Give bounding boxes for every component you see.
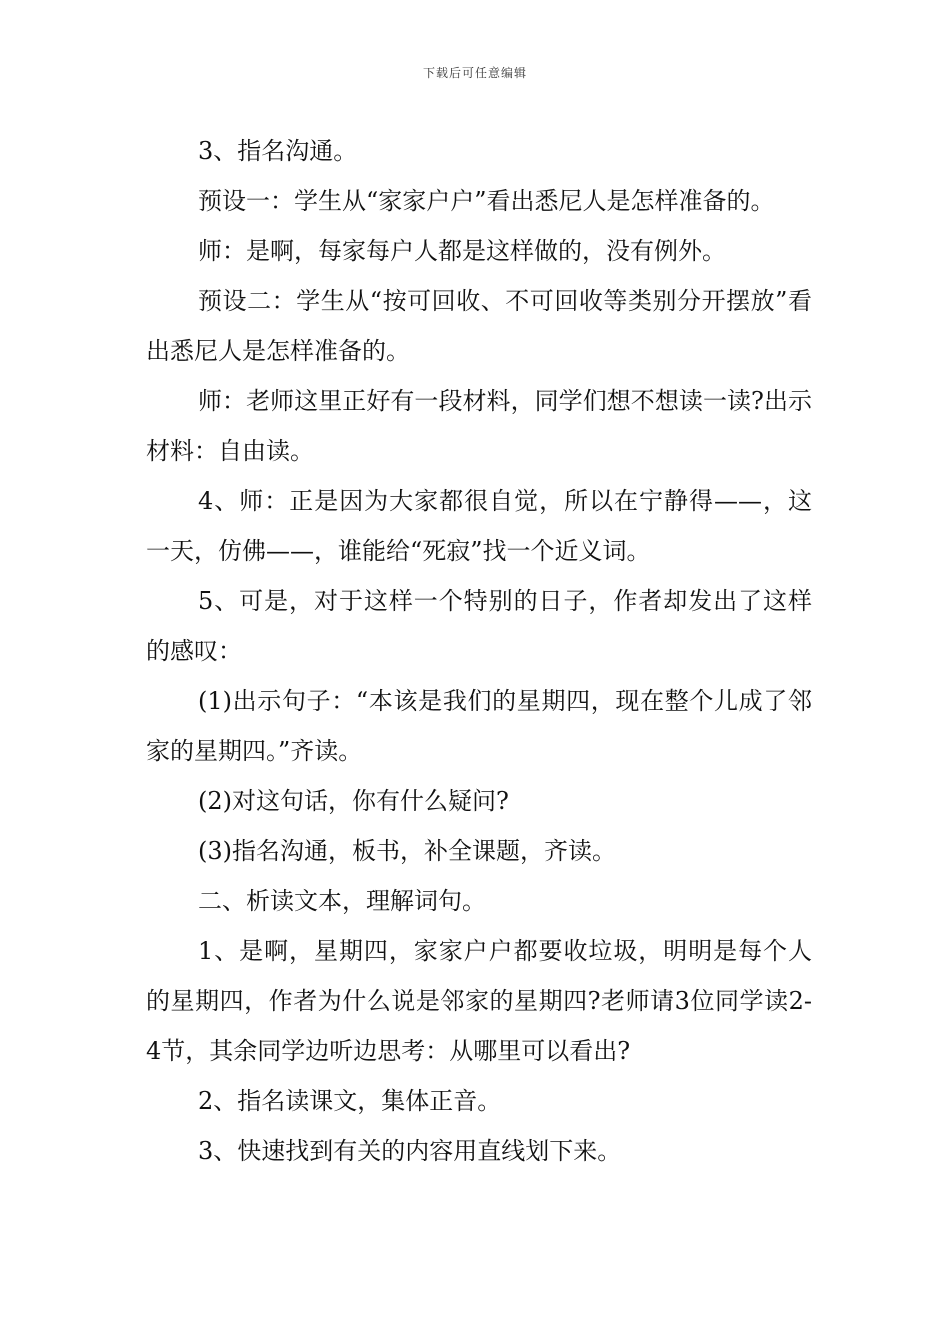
paragraph-7: 5、可是，对于这样一个特别的日子，作者却发出了这样的感叹： (146, 587, 812, 665)
paragraph-2: 预设一：学生从“家家户户”看出悉尼人是怎样准备的。 (198, 187, 775, 215)
page-header: 下载后可任意编辑 (422, 66, 527, 80)
paragraph-3: 师：是啊，每家每户人都是这样做的，没有例外。 (198, 237, 726, 265)
document-body (146, 126, 812, 1176)
paragraph-5: 师：老师这里正好有一段材料，同学们想不想读一读?出示材料：自由读。 (146, 387, 812, 465)
paragraph-8: (1)出示句子：“本该是我们的星期四，现在整个儿成了邻家的星期四。”齐读。 (146, 687, 812, 765)
paragraph-14: 3、快速找到有关的内容用直线划下来。 (198, 1137, 622, 1165)
paragraph-6: 4、师：正是因为大家都很自觉，所以在宁静得——，这一天，仿佛——，谁能给“死寂”找一个近义词。 (146, 487, 812, 565)
paragraph-10: (3)指名沟通，板书，补全课题，齐读。 (198, 837, 616, 865)
paragraph-4: 预设二：学生从“按可回收、不可回收等类别分开摆放”看出悉尼人是怎样准备的。 (146, 287, 812, 365)
paragraph-9: (2)对这句话，你有什么疑问? (198, 787, 509, 815)
paragraph-1: 3、指名沟通。 (198, 137, 358, 165)
paragraph-11: 二、析读文本，理解词句。 (198, 887, 486, 915)
paragraph-12: 1、是啊，星期四，家家户户都要收垃圾，明明是每个人的星期四，作者为什么说是邻家的星期四?老师请3位同学读2-4节，其余同学边听边思考：从哪里可以看出? (146, 937, 812, 1065)
paragraph-13: 2、指名读课文，集体正音。 (198, 1087, 502, 1115)
